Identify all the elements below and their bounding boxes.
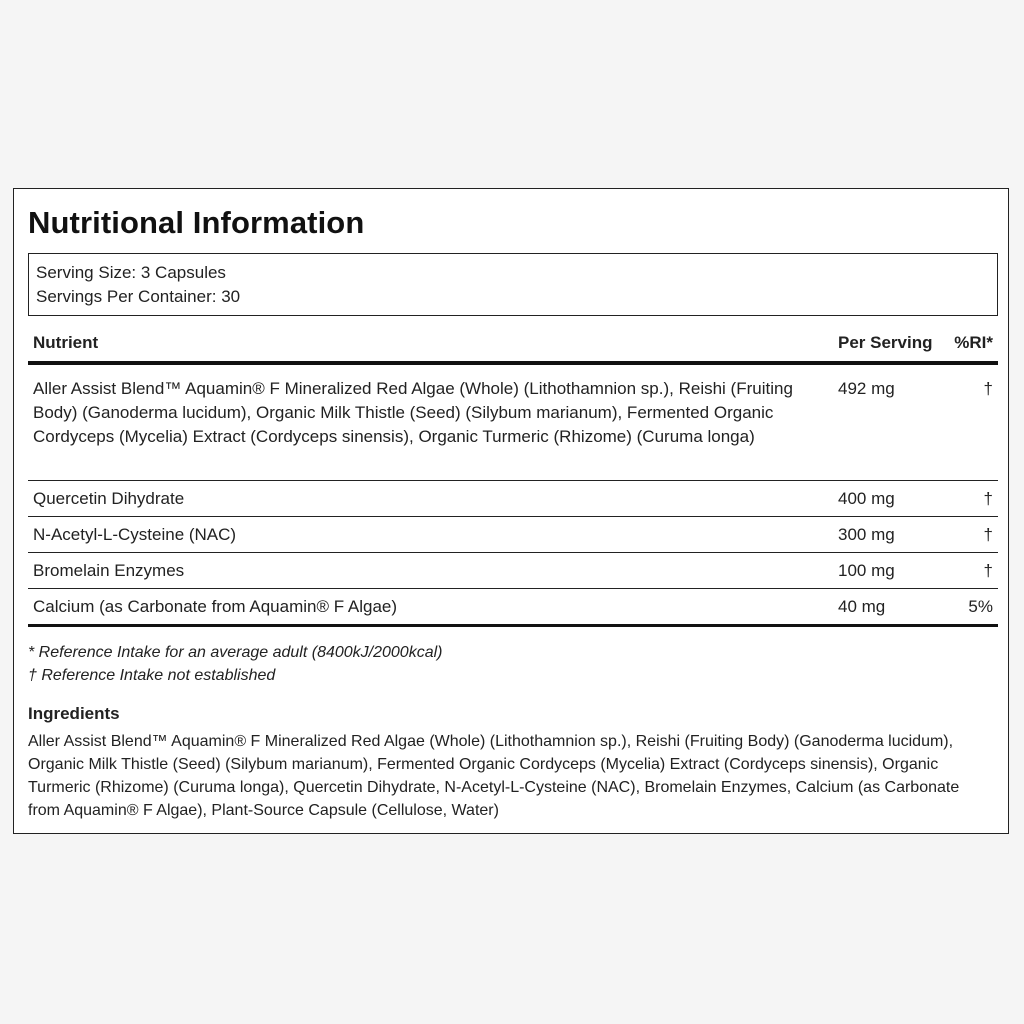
- footnote-not-established: † Reference Intake not established: [28, 667, 276, 684]
- serving-size: Serving Size: 3 Capsules: [36, 263, 226, 282]
- footnotes: [28, 641, 442, 687]
- nutrient-amount: 400 mg: [838, 489, 895, 508]
- ingredients-heading: Ingredients: [28, 704, 120, 723]
- table-row: [28, 553, 998, 589]
- nutrient-name: Quercetin Dihydrate: [33, 489, 185, 508]
- nutrient-name: Aller Assist Blend™ Aquamin® F Mineralized Red Algae (Whole) (Lithothamnion sp.), Reishi (Fruiting Body) (Ganoderma lucidum), Organic Milk Thistle (Seed) (Silybum marianum), Fermented Organic Cordyceps (Mycelia) Extract (Cordyceps sinensis), Organic Turmeric (Rhizome) (Curuma longa): [33, 379, 793, 446]
- serving-info-box: [28, 253, 998, 316]
- nutrient-name: Bromelain Enzymes: [33, 561, 185, 580]
- nutrient-ri: †: [983, 489, 993, 508]
- table-row: [28, 365, 998, 481]
- panel-title: Nutritional Information: [28, 205, 365, 240]
- table-row: [28, 517, 998, 553]
- nutrient-amount: 492 mg: [838, 379, 895, 398]
- nutrient-ri: †: [983, 379, 993, 398]
- table-header: [28, 325, 998, 365]
- table-row: [28, 589, 998, 627]
- header-ri: %RI*: [954, 333, 993, 352]
- nutrient-ri: †: [983, 525, 993, 544]
- footnote-reference-intake: * Reference Intake for an average adult (8400kJ/2000kcal): [28, 644, 443, 661]
- nutrition-panel: [13, 188, 1009, 834]
- header-nutrient: Nutrient: [33, 333, 99, 352]
- nutrient-ri: 5%: [968, 597, 993, 616]
- nutrient-table: [28, 325, 998, 627]
- nutrient-name: N-Acetyl-L-Cysteine (NAC): [33, 525, 237, 544]
- nutrient-amount: 300 mg: [838, 525, 895, 544]
- nutrient-ri: †: [983, 561, 993, 580]
- nutrient-amount: 40 mg: [838, 597, 886, 616]
- servings-per-container: Servings Per Container: 30: [36, 287, 241, 306]
- nutrient-amount: 100 mg: [838, 561, 895, 580]
- nutrient-name: Calcium (as Carbonate from Aquamin® F Algae): [33, 597, 398, 616]
- table-row: [28, 481, 998, 517]
- header-per-serving: Per Serving: [838, 333, 933, 352]
- ingredients-text: Aller Assist Blend™ Aquamin® F Mineralized Red Algae (Whole) (Lithothamnion sp.), Reishi (Fruiting Body) (Ganoderma lucidum), Organic Milk Thistle (Seed) (Silybum marianum), Fermented Organic Cordyceps (Mycelia) Extract (Cordyceps sinensis), Organic Turmeric (Rhizome) (Curuma longa), Quercetin Dihydrate, N-Acetyl-L-Cysteine (NAC), Bromelain Enzymes, Calcium (as Carbonate from Aquamin® F Algae), Plant-Source Capsule (Cellulose, Water): [28, 733, 960, 819]
